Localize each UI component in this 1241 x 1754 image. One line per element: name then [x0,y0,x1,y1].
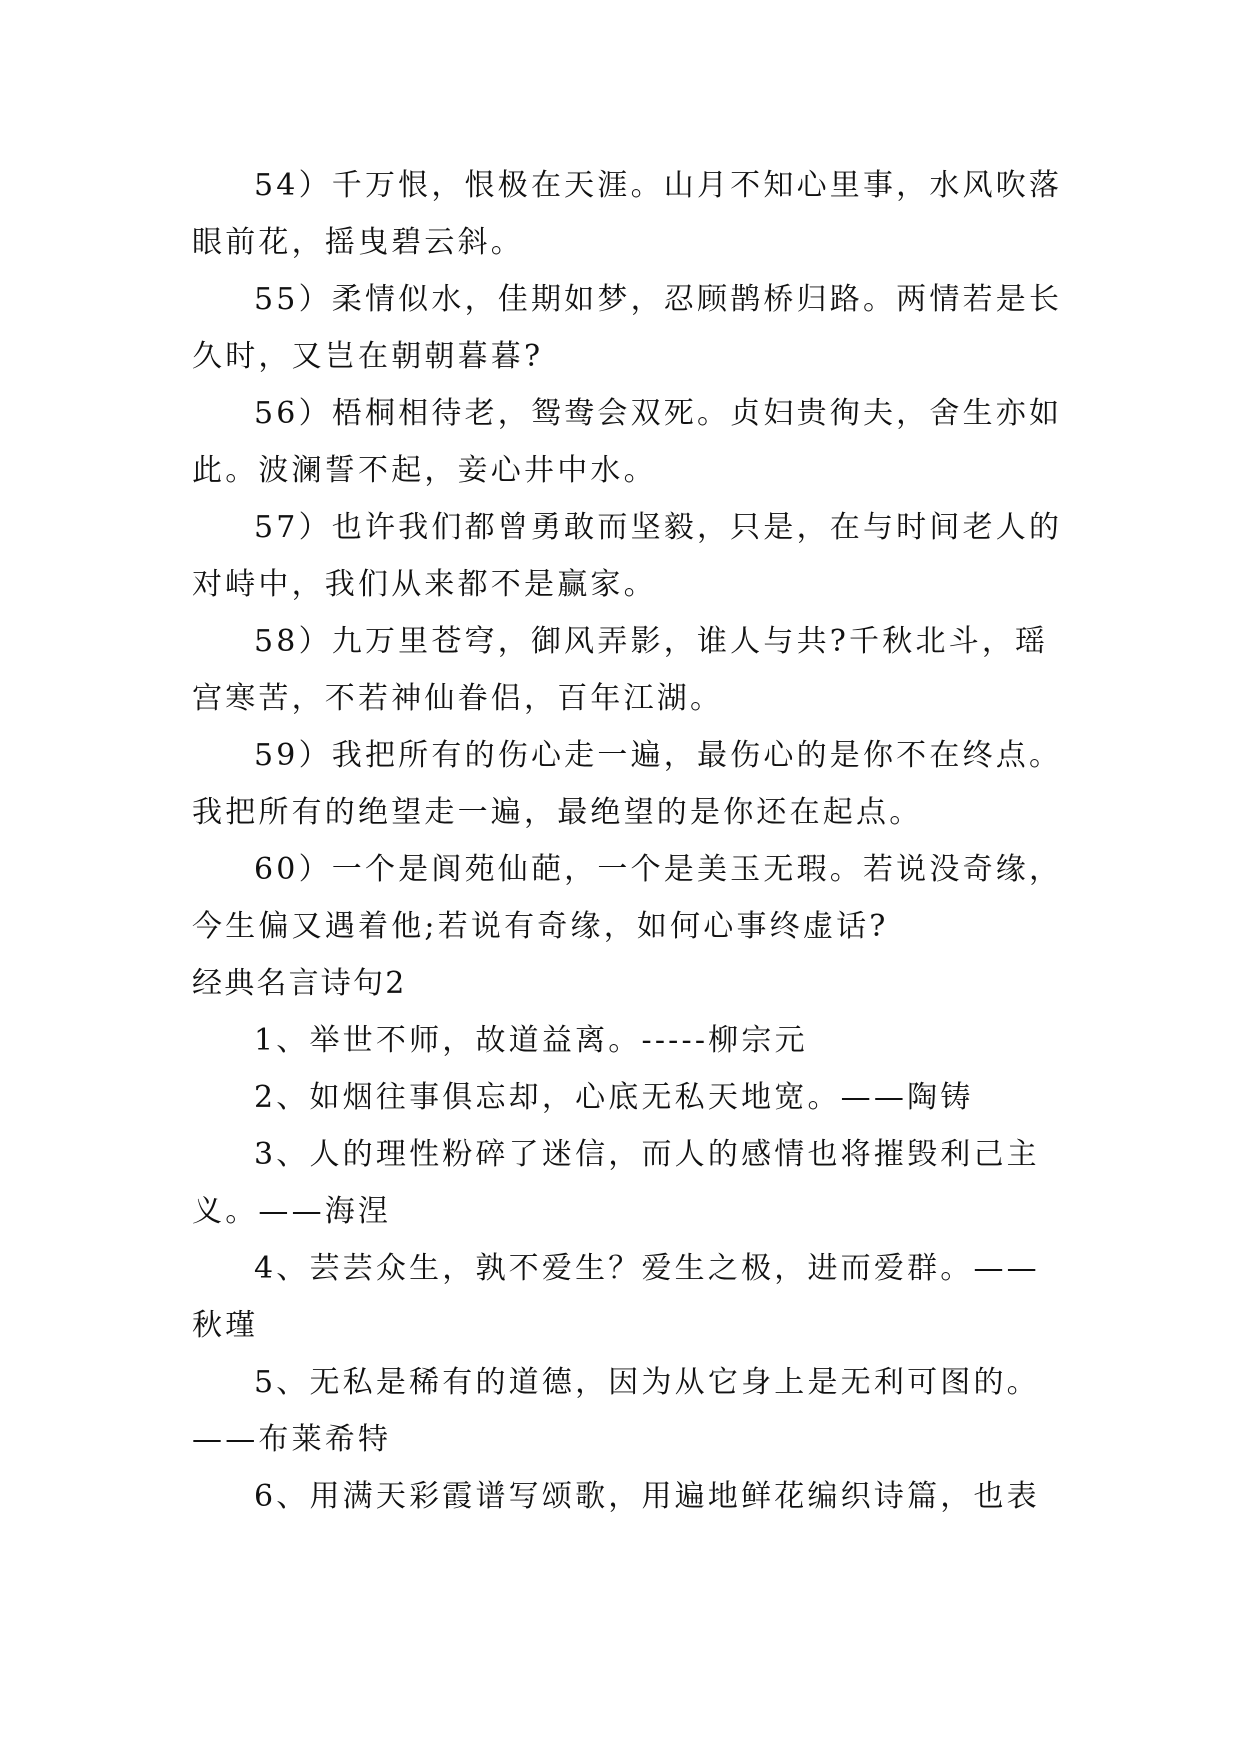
quote-57-line-1: 57）也许我们都曾勇敢而坚毅，只是，在与时间老人的 [254,510,1063,545]
quote-58-line-2: 宫寒苦，不若神仙眷侣，百年江湖。 [192,681,724,716]
quote-2-line-1: 2、如烟往事俱忘却，心底无私天地宽。——陶铸 [254,1080,974,1115]
quote-57-line-2: 对峙中，我们从来都不是赢家。 [192,567,657,602]
quote-60-line-2: 今生偏又遇着他;若说有奇缘，如何心事终虚话? [192,909,889,944]
quote-4-line-2: 秋瑾 [192,1308,259,1343]
quote-58-line-1: 58）九万里苍穹，御风弄影，谁人与共?千秋北斗，瑶 [254,624,1049,659]
quote-5-line-1: 5、无私是稀有的道德，因为从它身上是无利可图的。 [254,1365,1040,1400]
quote-54-line-1: 54）千万恨，恨极在天涯。山月不知心里事，水风吹落 [254,168,1063,203]
quote-5-line-2: ——布莱希特 [192,1422,392,1457]
quote-59-line-2: 我把所有的绝望走一遍，最绝望的是你还在起点。 [192,795,923,830]
quote-56-line-1: 56）梧桐相待老，鸳鸯会双死。贞妇贵徇夫，舍生亦如 [254,396,1063,431]
quote-59-line-1: 59）我把所有的伤心走一遍，最伤心的是你不在终点。 [254,738,1063,773]
quote-4-line-1: 4、芸芸众生，孰不爱生？爱生之极，进而爱群。—— [254,1251,1040,1286]
quote-6-line-1: 6、用满天彩霞谱写颂歌，用遍地鲜花编织诗篇，也表 [254,1479,1040,1514]
quote-56-line-2: 此。波澜誓不起，妾心井中水。 [192,453,657,488]
quote-55-line-2: 久时，又岂在朝朝暮暮? [192,339,544,374]
quote-1-line-1: 1、举世不师，故道益离。-----柳宗元 [254,1023,808,1058]
section-heading: 经典名言诗句2 [192,966,407,1001]
quote-55-line-1: 55）柔情似水，佳期如梦，忍顾鹊桥归路。两情若是长 [254,282,1063,317]
quote-3-line-1: 3、人的理性粉碎了迷信，而人的感情也将摧毁利己主 [254,1137,1040,1172]
quote-60-line-1: 60）一个是阆苑仙葩，一个是美玉无瑕。若说没奇缘， [254,852,1063,887]
quote-54-line-2: 眼前花，摇曳碧云斜。 [192,225,524,260]
quote-3-line-2: 义。——海涅 [192,1194,392,1229]
